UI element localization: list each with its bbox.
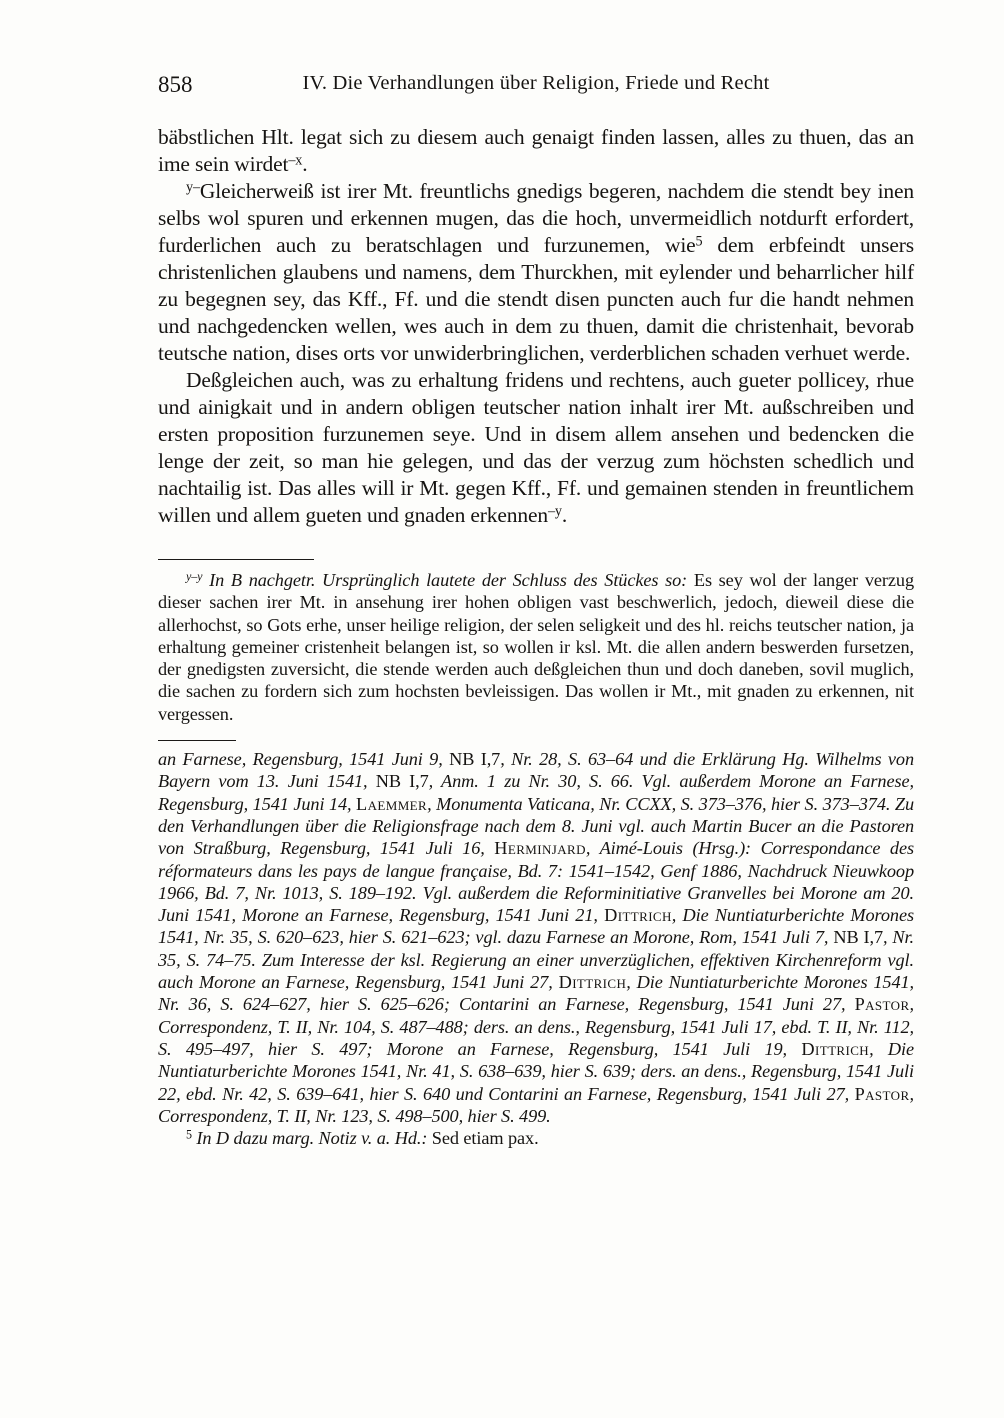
page-number: 858 bbox=[158, 72, 193, 97]
body-paragraph-1: bäbstlichen Hlt. legat sich zu diesem auch genaigt finden lassen, alles zu thuen, das an ime sein wirdet$^{-x}$. bbox=[158, 125, 914, 176]
text-column bbox=[158, 72, 914, 1149]
footnote-y: $^{y-y}$ In B nachgetr. Ursprünglich lautete der Schluss des Stückes so: Es sey wol der langer verzug dieser sachen irer Mt. in ansehung irer hohen obligen vast beschwerlich, jedoch, dieweil diese die allerhochst, so Gots erhe, unser heilige religion, der selen seligkeit und des hl. reichs teutscher nation, ja erhaltung gemeiner cristenheit belangen ist, so wollen ir ksl. Mt. die allen andern beswerden fursetzen, der gnedigsten zuversicht, die stende werden auch deßgleichen thun und doch daneben, sovil muglich, die sachen zu fordern sich zum hochsten bevleissigen. Das wollen ir Mt., mit gnaden zu erkennen, nit vergessen. bbox=[158, 569, 914, 724]
main-text bbox=[158, 124, 914, 529]
footnote-5: $^5$ In D dazu marg. Notiz v. a. Hd.: Sed etiam pax. bbox=[186, 1127, 539, 1149]
footnotes-section bbox=[158, 559, 914, 1149]
footnote-separator-rule bbox=[158, 559, 314, 560]
footnote-continuation: an Farnese, Regensburg, 1541 Juni 9, NB I,7, Nr. 28, S. 63–64 und die Erklärung Hg. Wilhelms von Bayern vom 13. Juni 1541, NB I,7, Anm. 1 zu Nr. 30, S. 66. Vgl. außerdem Morone an Farnese, Regensburg, 1541 Juni 14, Laemmer, Monumenta Vaticana, Nr. CCXX, S. 373–376, hier S. 373–374. Zu den Verhandlungen über die Religionsfrage nach dem 8. Juni vgl. auch Martin Bucer an die Pastoren von Straßburg, Regensburg, 1541 Juli 16, Herminjard, Aimé-Louis (Hrsg.): Correspondance des réformateurs dans les pays de langue française, Bd. 7: 1541–1542, Genf 1886, Nachdruck Nieuwkoop 1966, Bd. 7, Nr. 1013, S. 189–192. Vgl. außerdem die Reforminitiative Granvelles bei Morone am 20. Juni 1541, Morone an Farnese, Regensburg, 1541 Juni 21, Dittrich, Die Nuntiaturberichte Morones 1541, Nr. 35, S. 620–623, hier S. 621–623; vgl. dazu Farnese an Morone, Rom, 1541 Juli 7, NB I,7, Nr. 35, S. 74–75. Zum Interesse der ksl. Regierung an einer unverzüglichen, effektiven Kirchenreform vgl. auch Morone an Farnese, Regensburg, 1541 Juni 27, Dittrich, Die Nuntiaturberichte Morones 1541, Nr. 36, S. 624–627, hier S. 625–626; Contarini an Farnese, Regensburg, 1541 Juni 27, Pastor, Correspondenz, T. II, Nr. 104, S. 487–488; ders. an dens., Regensburg, 1541 Juli 17, ebd. T. II, Nr. 112, S. 495–497, hier S. 497; Morone an Farnese, Regensburg, 1541 Juli 19, Dittrich, Die Nuntiaturberichte Morones 1541, Nr. 41, S. 638–639, hier S. 639; ders. an dens., Regensburg, 1541 Juli 22, ebd. Nr. 42, S. 639–641, hier S. 640 und Contarini an Farnese, Regensburg, 1541 Juli 27, Pastor, Correspondenz, T. II, Nr. 123, S. 498–500, hier S. 499. bbox=[158, 749, 914, 1126]
footnote-continuation-rule bbox=[158, 740, 236, 741]
running-title: IV. Die Verhandlungen über Religion, Friede und Recht bbox=[302, 72, 770, 94]
body-paragraph-3: Deßgleichen auch, was zu erhaltung fridens und rechtens, auch gueter pollicey, rhue und ainigkait und in andern obligen teutscher nation inhalt irer Mt. außschreiben und ersten proposition furzunemen seye. Und in disem allem ansehen und bedencken die lenge der zeit, so man hie gelegen, und das der verzug zum höchsten schedlich und nachtailig ist. Das alles will ir Mt. gegen Kff., Ff. und gemainen stenden in freuntlichem willen und allem gueten und gnaden erkennen$^{-y}$. bbox=[158, 368, 914, 527]
body-paragraph-2: $^{y-}$Gleicherweiß ist irer Mt. freuntlichs gnedigs begeren, nachdem die stendt bey inen selbs wol spuren und erkennen mugen, das die hoch, unvermeidlich notdurft erfordert, furderlichen auch zu beratschlagen und furzunemen, wie$^5$ dem erbfeindt unsers christenlichen glaubens und namens, dem Thurckhen, mit eylender und beharrlicher hilf zu begegnen sey, das Kff., Ff. und die stendt disen puncten auch fur die handt nehmen und nachgedencken wellen, wes auch in dem zu thuen, damit die christenhait, bevorab teutsche nation, dises orts vor unwiderbringlichen, verderblichen schaden verhuet werde. bbox=[158, 179, 914, 365]
page-header bbox=[158, 72, 914, 100]
